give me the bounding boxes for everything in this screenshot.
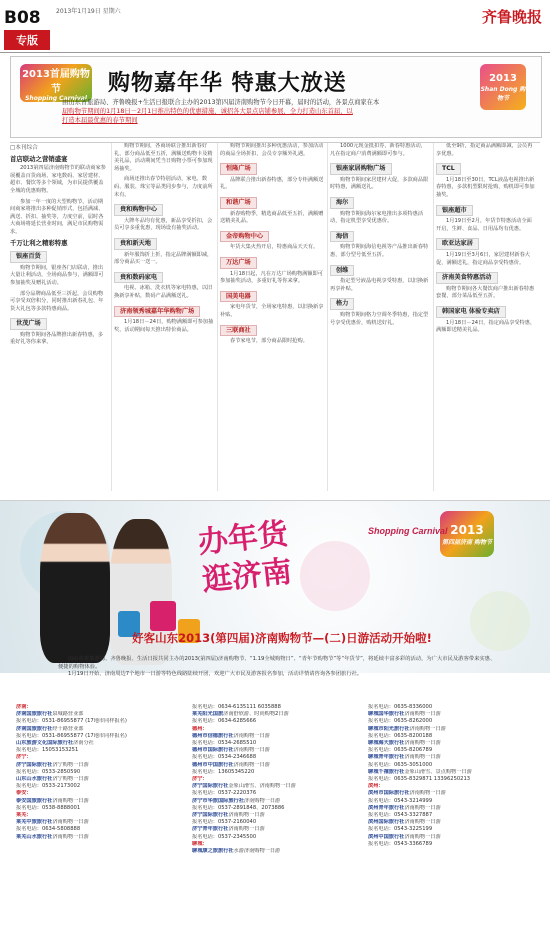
agency-detail: 15053153251	[41, 747, 79, 754]
agency-detail: 济南购物一日游	[52, 819, 89, 826]
paragraph: 2013第四届济南购物节的联动商家参展覆盖百货商场、家电数码、家居建材、超市、餐饮等多个领域，为市民提供覆盖全城的优惠购物。	[10, 165, 106, 194]
agency-detail: 0543-3327887	[393, 812, 433, 819]
article-column-4	[330, 143, 434, 491]
agency-name: 报名电话：	[368, 776, 394, 783]
paragraph: 商场还推出春节特别活动，家电、数码、服装、珠宝等品类同步参与，力度前所未有。	[114, 176, 213, 198]
agency-entry	[192, 740, 362, 747]
agency-detail: 济南购物一日游	[409, 725, 446, 732]
store-heading: 银座家居购物广场	[330, 163, 392, 175]
agency-entry	[368, 798, 538, 805]
agency-entry	[368, 826, 538, 833]
agency-entry	[16, 798, 186, 805]
agency-name: 莱芜阳光国旅	[192, 711, 224, 718]
agency-name: 济宁：	[16, 754, 32, 761]
agency-name: 报名电话：	[192, 833, 218, 840]
agency-entry	[192, 798, 362, 805]
agency-name: 报名电话：	[192, 819, 218, 826]
agency-detail: 0634-5808888	[41, 826, 81, 833]
agency-detail: 济南购物一日游	[233, 732, 270, 739]
weekday-text: 星期六	[102, 8, 121, 15]
agency-name: 济宁市华旅国际旅行社	[192, 797, 244, 804]
agency-entry	[16, 819, 186, 826]
agency-name: 报名电话：	[16, 768, 42, 775]
paragraph: 春节家电节，部分商品限时抢购。	[230, 338, 308, 345]
agency-detail: 济南舒欣游、时尚购物2日游	[223, 711, 289, 718]
store-heading: 金帝购物中心	[220, 231, 269, 243]
agency-name: 聊城海天旅行社	[368, 740, 405, 747]
paragraph: 购物节期间，各商场联合推出新春好礼，部分商品低至五折，满额送购物卡及精美礼品，活动期间凭当日购物小票可参加现场抽奖。	[114, 143, 213, 172]
agency-name: 济宁国际旅行社	[192, 812, 229, 819]
agency-name: 德州市中国旅行社	[192, 761, 234, 768]
paragraph: 家电年货节，全场家电特惠，以旧换新享补贴。	[220, 304, 324, 318]
agency-name: 滨州青年旅行社	[368, 804, 405, 811]
agency-entry	[192, 711, 362, 718]
agency-entry	[368, 718, 538, 725]
paragraph: 1月19日至2月，年货节特惠活动全面开启，生鲜、食品、日用品均有优惠。	[436, 218, 532, 232]
advert-intro	[58, 656, 498, 679]
agency-detail: 0635-8329871 13396250213	[393, 776, 471, 783]
agency-detail: 济南购物一日游	[52, 833, 89, 840]
agency-entry	[368, 762, 538, 769]
agency-detail: 0537-2220376	[217, 790, 257, 797]
agency-name: 济宁青年旅行社	[192, 826, 229, 833]
agency-name: 聊城：	[192, 840, 208, 847]
store-heading: 银座超市	[436, 205, 473, 217]
lead-line: 由山东省旅游局、齐鲁晚报+生活日报联合主办的2013第四届济南购物节今日开幕，届时的活动，各景点商家在本	[62, 99, 380, 106]
agency-detail: 0635-3051000	[393, 761, 433, 768]
paragraph: 购物节期间海尔家电推出多项特惠活动，指定机型享受优惠价。	[330, 210, 424, 225]
paragraph: 大牌冬品均有优惠，新品享受折扣，会员可享多重优惠，现场设有抽奖活动。	[114, 217, 213, 232]
right-badge-text: Shan Dong 购物节	[480, 85, 526, 102]
store-heading: 韩国家电 体验专卖店	[436, 306, 506, 318]
agency-name: 报名电话：	[192, 790, 218, 797]
agency-listing	[16, 704, 536, 922]
shopping-carnival-badge	[20, 64, 92, 102]
store-heading: 济南领秀城嘉年华购物广场	[114, 306, 200, 318]
agency-name: 报名电话：	[192, 740, 218, 747]
store-heading: 海信	[330, 231, 354, 243]
agency-entry	[16, 754, 186, 761]
agency-entry	[368, 776, 538, 783]
paragraph: 购物节期间格力空调冬季特惠，指定型号享受优惠价，购机送好礼。	[330, 311, 429, 326]
agency-detail: 济南购物一日游	[404, 754, 441, 761]
agency-detail: 0533-2173002	[41, 783, 81, 790]
agency-detail: 0635-8200188	[393, 732, 433, 739]
slogan-line: 逛济南	[200, 554, 294, 599]
paragraph: 新年服饰折上折，指定品牌满额即减，部分商品买一送一。	[114, 251, 213, 266]
advert-badge-year: 2013	[450, 522, 484, 537]
agency-entry	[16, 826, 186, 833]
store-heading: 贵和购物中心	[114, 204, 163, 216]
store-heading: 贵和数码家电	[114, 272, 163, 284]
agency-name: 报名电话：	[368, 732, 394, 739]
store-heading: 国美电器	[220, 291, 257, 303]
agency-entry	[16, 776, 186, 783]
agency-name: 报名电话：	[368, 826, 394, 833]
store-heading: 和谐广场	[220, 197, 257, 209]
agency-entry	[368, 726, 538, 733]
agency-detail: 0533-2850590	[41, 768, 81, 775]
agency-name: 报名电话：	[368, 840, 394, 847]
page-header	[0, 0, 550, 53]
agency-detail: 0537-2345500	[217, 833, 257, 840]
agency-entry	[368, 841, 538, 848]
page-number: B08	[4, 8, 41, 28]
agency-detail: 金象山滑雪、济南购物一日游	[228, 783, 296, 790]
agency-detail: 济南购物一日游	[233, 747, 270, 754]
agency-detail: 泉城路营业部	[52, 711, 84, 718]
agency-name: 莱芜：	[16, 812, 32, 819]
agency-entry	[192, 783, 362, 790]
date-info	[56, 6, 121, 15]
store-heading: TCL	[436, 163, 461, 175]
paragraph: 1月18日至30日，TCL液晶电视推出新春特惠，多款机型限时抢购，购机即可参加抽奖。	[436, 176, 535, 198]
agency-detail: 0531-86955877 (17地市同样报名)	[41, 718, 127, 725]
agency-entry	[368, 834, 538, 841]
agency-name: 报名电话：	[368, 704, 394, 710]
agency-name: 泰安国旅旅行社	[16, 797, 53, 804]
agency-entry	[192, 819, 362, 826]
agency-detail: 济南购物一日游	[404, 804, 441, 811]
agency-name: 泰安：	[16, 790, 32, 797]
store-heading: 欧亚达家居	[436, 238, 479, 250]
paragraph: 购物节期间推出多种优惠活动，参加活动的商品全场折扣，会员专享额外礼遇。	[220, 143, 324, 157]
agency-entry	[16, 733, 186, 740]
paragraph: 参加一年一度的大型购物节，活动期间商家将推出多种促销形式，包括满减、满送、折扣、抽奖等，力度空前，届时各大商场将延长营业时间，满足市民购物需求。	[10, 198, 104, 235]
agency-name: 报名电话：	[368, 761, 394, 768]
byline: □本刊综合	[10, 145, 38, 151]
agency-detail: 0537-2160040	[217, 819, 257, 826]
agency-name: 滨州中国旅行社	[368, 833, 405, 840]
paragraph: 1000元现金抵扣券，新春特惠活动，凡在指定商户消费满额即可参与。	[330, 143, 426, 157]
agency-name: 报名电话：	[368, 747, 394, 754]
agency-name: 济宁国际旅行社	[192, 783, 229, 790]
badge-text-cn: 2013首届购物节	[22, 68, 90, 95]
agency-entry	[16, 783, 186, 790]
store-heading: 万达广场	[220, 257, 257, 269]
agency-column	[192, 704, 362, 855]
agency-detail: 13605345220	[217, 768, 255, 775]
article-column-5	[436, 143, 539, 491]
store-heading: 海尔	[330, 197, 354, 209]
agency-name: 济宁国际旅行社	[16, 761, 53, 768]
paragraph: 购物节期间海信电视等产品推出新春特惠，部分型号低至五折。	[330, 244, 429, 258]
agency-entry	[368, 733, 538, 740]
agency-name: 聊城康之旅旅行社	[192, 848, 234, 855]
agency-name: 报名电话：	[192, 804, 218, 811]
agency-detail: 济南分社	[73, 740, 94, 747]
agency-name: 德州市国际旅行社	[192, 747, 234, 754]
agency-name: 报名电话：	[16, 718, 42, 725]
agency-name: 滨州国际旅行社	[368, 819, 405, 826]
article-column-1	[10, 143, 112, 491]
agency-entry	[368, 819, 538, 826]
agency-detail: 济南购物一日游	[228, 826, 265, 833]
store-heading: 三联商社	[220, 325, 257, 337]
paragraph: 1月18日－24日，指定商品享受特惠，满额即送精美礼品。	[436, 319, 536, 334]
agency-name: 报名电话：	[16, 747, 42, 754]
agency-detail: 0635-8206789	[393, 747, 433, 754]
agency-entry	[192, 812, 362, 819]
agency-detail: 济南购物一日游	[404, 740, 441, 747]
agency-name: 报名电话：	[16, 826, 42, 833]
shopping-bag-icon	[150, 601, 176, 631]
agency-name: 聊城千禧旅行社	[368, 768, 405, 775]
agency-name: 济宁：	[192, 776, 208, 783]
agency-entry	[192, 704, 362, 711]
agency-detail: 水游济南购物一日游	[233, 848, 281, 855]
agency-entry	[192, 754, 362, 761]
paragraph: 购物节期间，银座各门店联动，推出大量让利活动，全场商品参与，满额即可参加抽奖及赠礼活动。	[10, 264, 104, 286]
agency-name: 滨州市国际旅行社	[368, 790, 410, 797]
agency-entry	[16, 726, 186, 733]
paragraph: 由山东省旅游局、齐鲁晚报、生活日报共同主办的2013(第四届)济南购物节、“1.19全城购物日”、“青年节购物节”等“年货节”，将延续丰富多彩的活动，为广大市民及游客带来实惠、便捷的购物体验。	[58, 656, 496, 670]
agency-entry	[368, 790, 538, 797]
advert-badge	[440, 511, 494, 557]
store-heading: 世茂广场	[10, 318, 47, 330]
agency-detail: 0534-2346688	[217, 754, 257, 761]
agency-column	[368, 704, 538, 848]
agency-detail: 济宁购物一日游	[52, 761, 89, 768]
store-heading: 创维	[330, 265, 354, 277]
agency-detail: 济宁购物一日游	[52, 776, 89, 783]
agency-detail: 济南购物一日游	[228, 812, 265, 819]
agency-detail: 0634-6285666	[217, 718, 257, 725]
agency-name: 德州市信德旅行社	[192, 732, 234, 739]
agency-entry	[16, 769, 186, 776]
agency-entry	[368, 783, 538, 790]
agency-entry	[192, 747, 362, 754]
lead-line: 打造本届最优惠的春节期间	[62, 117, 138, 124]
agency-entry	[192, 805, 362, 812]
agency-entry	[192, 841, 362, 848]
agency-column	[16, 704, 186, 841]
agency-entry	[16, 740, 186, 747]
agency-detail: 济南购物一日游	[404, 711, 441, 718]
agency-detail: 济南购物一日游	[233, 761, 270, 768]
agency-entry	[368, 704, 538, 711]
agency-entry	[192, 726, 362, 733]
agency-entry	[16, 704, 186, 711]
agency-name: 报名电话：	[16, 732, 42, 739]
agency-name: 报名电话：	[16, 804, 42, 811]
agency-entry	[16, 834, 186, 841]
agency-name: 聊城青年旅行社	[368, 754, 405, 761]
advert-en-slogan: Shopping Carnival	[368, 526, 448, 536]
store-heading: 格力	[330, 298, 354, 310]
advert-slogan	[196, 516, 293, 601]
article-column-2	[114, 143, 218, 491]
agency-entry	[16, 790, 186, 797]
agency-name: 济南国旅旅行社	[16, 711, 53, 718]
agency-entry	[368, 711, 538, 718]
agency-detail: 金象山滑雪、景点购物一日游	[404, 768, 472, 775]
paragraph: 部分品牌商品低至三折起，会员购物可享受双倍积分，同时推出新春礼包、年货大礼包等多款特惠商品。	[10, 290, 104, 312]
agency-entry	[192, 790, 362, 797]
newspaper-logo: 齐鲁晚报	[481, 8, 542, 26]
agency-entry	[192, 848, 362, 855]
advert-badge-text: 第四届济南 购物节	[441, 538, 493, 546]
slogan-line: 办年货	[196, 516, 290, 561]
advert-title: 好客山东2013(第四届)济南购物节—(二)日游活动开始啦!	[132, 631, 432, 645]
agency-entry	[368, 754, 538, 761]
shandong-badge	[480, 64, 526, 110]
agency-detail: 0635-8336000	[393, 704, 433, 710]
agency-name: 山东山水旅行社	[16, 776, 53, 783]
agency-entry	[192, 769, 362, 776]
agency-entry	[368, 812, 538, 819]
agency-entry	[192, 826, 362, 833]
agency-detail: 0538-8888001	[41, 804, 81, 811]
paragraph: 购物节期间家居建材大促，多款商品限时特惠，满额送礼。	[330, 176, 429, 191]
agency-detail: 0635-8262000	[393, 718, 433, 725]
agency-detail: 经十路营业部	[52, 725, 84, 732]
agency-detail: 0543-3225199	[393, 826, 433, 833]
agency-entry	[16, 747, 186, 754]
date-text: 2013年1月19日	[56, 8, 101, 15]
agency-name: 报名电话：	[192, 718, 218, 725]
article-body	[10, 142, 540, 491]
agency-entry	[192, 733, 362, 740]
right-badge-year: 2013	[489, 72, 517, 84]
agency-name: 报名电话：	[16, 783, 42, 790]
agency-detail: 0543-3366789	[393, 840, 433, 847]
store-heading: 恒隆广场	[220, 163, 257, 175]
subheading: 千万让利之精彩特惠	[10, 238, 68, 247]
agency-detail: 济南购物一日游	[404, 833, 441, 840]
article-column-3	[220, 143, 328, 491]
agency-name: 报名电话：	[368, 812, 394, 819]
agency-name: 报名电话：	[368, 718, 394, 725]
paragraph: 1月18日起，凡在万达广场购物满额即可参加抽奖活动，多重好礼等你来拿。	[220, 270, 323, 285]
store-heading: 银座百货	[10, 251, 47, 263]
paragraph: 品牌联合推出新春特惠，部分专柜满额送礼。	[220, 176, 324, 191]
paragraph: 低至9折，指定商品满额即减，会员再享优惠。	[436, 143, 533, 157]
paragraph: 新春购物季，精选商品低至五折，满额赠送精美礼品。	[220, 210, 324, 225]
decorative-circle	[300, 541, 370, 611]
paragraph: 指定型号液晶电视享受特惠，以旧换新再享补贴。	[330, 278, 429, 292]
agency-detail: 0543-3214999	[393, 797, 433, 804]
subheading: 首店联动之营销盛宴	[10, 154, 68, 163]
agency-name: 莱芜中旅旅行社	[16, 819, 53, 826]
agency-detail: 济南购物一日游	[409, 790, 446, 797]
agency-entry	[368, 747, 538, 754]
lead-line: 届购物节期间的1月18日－2月1日推出特色的优惠措施、诚招各大景点店铺参展，全力打造山东首届，以	[62, 108, 353, 115]
agency-detail: 济南购物一日游	[52, 797, 89, 804]
agency-name: 莱芜山水旅行社	[16, 833, 53, 840]
agency-entry	[368, 805, 538, 812]
agency-detail: 0634-6135111 6035888	[217, 704, 281, 710]
badge-text-en: Shopping Carnival	[25, 94, 87, 102]
agency-entry	[368, 769, 538, 776]
paragraph: 1月19日至3月6日，家居建材新春大促，满额送礼，指定商品享受特惠价。	[436, 251, 530, 266]
agency-name: 聊城市阳光旅行社	[368, 725, 410, 732]
agency-entry	[192, 762, 362, 769]
headline: 购物嘉年华 特惠大放送	[108, 71, 347, 96]
paragraph: 电视、冰箱、洗衣机等家电特惠，以旧换新享补贴，数码产品满额送礼。	[114, 285, 213, 299]
agency-entry	[368, 740, 538, 747]
agency-name: 德州：	[192, 725, 208, 732]
section-label: 专版	[4, 30, 50, 50]
agency-detail: 0531-86955877 (17地市同样报名)	[41, 732, 127, 739]
agency-name: 报名电话：	[192, 768, 218, 775]
agency-entry	[16, 812, 186, 819]
agency-name: 报名电话：	[192, 754, 218, 761]
paragraph: 购物节期间各大餐饮商户推出新春特惠套餐，部分菜品低至五折。	[436, 285, 535, 300]
agency-entry	[192, 834, 362, 841]
agency-name: 滨州：	[368, 783, 384, 790]
agency-detail: 0537-2891848、2073886	[217, 804, 285, 811]
store-heading: 贵和新天地	[114, 238, 157, 250]
agency-detail: 济南购物一日游	[243, 797, 281, 804]
paragraph: 1月18日－24日，购物满额即可参加抽奖，活动期间每天推出特价商品。	[114, 319, 214, 333]
agency-entry	[16, 718, 186, 725]
agency-name: 济南国旅旅行社	[16, 725, 53, 732]
lead-paragraph	[62, 98, 482, 125]
paragraph: 1月19日开始，济南周边7个地市一日游等特色线路陆续开团，欢迎广大市民及游客报名参加，活动详情请咨询各参团旅行社。	[68, 671, 363, 677]
store-heading: 济南美食特惠活动	[436, 272, 498, 284]
agency-detail: 0534-2685510	[217, 740, 257, 747]
agency-entry	[192, 718, 362, 725]
agency-entry	[16, 711, 186, 718]
agency-detail: 济南购物一日游	[404, 819, 441, 826]
agency-name: 济南：	[16, 704, 32, 710]
agency-entry	[192, 776, 362, 783]
agency-entry	[16, 805, 186, 812]
paragraph: 购物节期间各品牌推出新春特惠，多重好礼等你来拿。	[10, 331, 104, 346]
agency-name: 山东旅游文化国际旅行社	[16, 740, 74, 747]
paragraph: 年货大集火热开启，特惠商品天天有。	[230, 244, 319, 251]
agency-name: 报名电话：	[192, 704, 218, 710]
agency-entry	[16, 762, 186, 769]
agency-name: 报名电话：	[368, 797, 394, 804]
agency-name: 聊城国华旅行社	[368, 711, 405, 718]
